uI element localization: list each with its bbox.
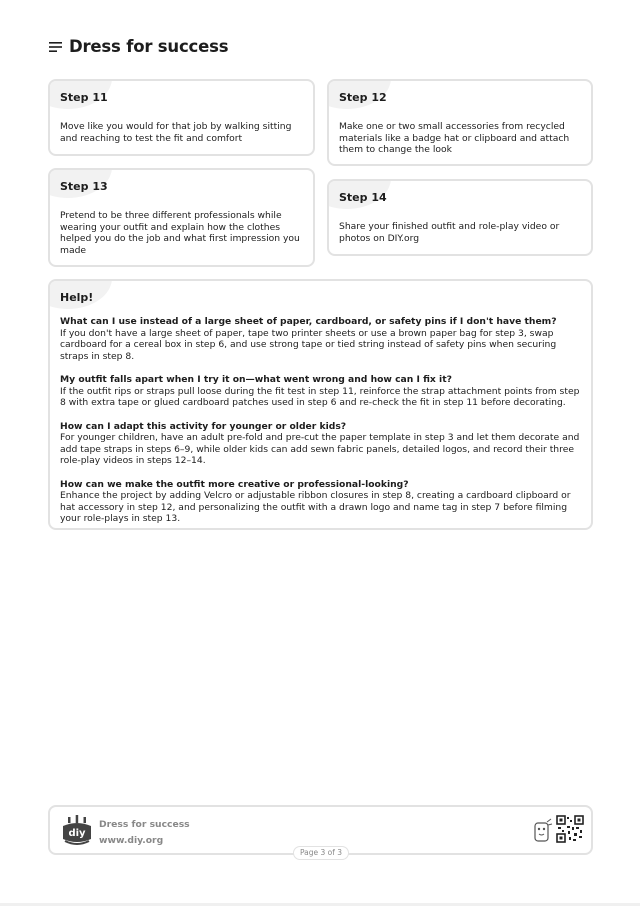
diy-logo-icon [60, 815, 94, 849]
help-answer: Enhance the project by adding Velcro or adjustable ribbon closures in step 8, creating a cardboard clipboard or hat accessory in step 12, and personalizing the outfit with a drawn logo and name tag in step 7 before filming your role-plays in step 13. [60, 490, 571, 524]
help-question: My outfit falls apart when I try it on—what went wrong and how can I fix it? [60, 374, 452, 385]
help-item [60, 374, 581, 409]
step-text: Share your finished outfit and role-play video or photos on DIY.org [339, 221, 560, 244]
help-question: How can I adapt this activity for younger or older kids? [60, 420, 347, 432]
help-item [60, 421, 581, 467]
step-card-13 [48, 168, 315, 267]
step-text: Pretend to be three different professionals while wearing your outfit and explain how the clothes helped you do the job and what first impression you made [60, 210, 300, 256]
step-title: Step 13 [60, 180, 108, 193]
help-card [48, 279, 593, 530]
mascot-icon [533, 817, 553, 845]
page-header [49, 37, 228, 56]
help-answer: If you don't have a large sheet of paper, tape two printer sheets or use a brown paper bag for step 3, swap cardboard for a cereal box in step 6, and use strong tape or tied string instead of safety pins when securing straps in step 8. [60, 327, 557, 362]
menu-icon [49, 42, 62, 52]
page-indicator: Page 3 of 3 [293, 846, 349, 860]
qr-code-icon[interactable] [556, 815, 584, 843]
step-card-11 [48, 79, 315, 156]
step-title: Step 14 [339, 191, 387, 204]
help-answer: For younger children, have an adult pre-fold and pre-cut the paper template in step 3 and let them decorate and add tape straps in steps 6–9, while older kids can add sewn fabric panels, detailed logos, and record their three role-play videos in steps 12–14. [60, 432, 580, 466]
help-question: How can we make the outfit more creative or professional-looking? [60, 478, 409, 490]
help-title: Help! [60, 291, 94, 304]
help-item [60, 316, 581, 362]
page-title: Dress for success [69, 37, 229, 56]
footer-activity-name: Dress for success [99, 819, 190, 830]
help-answer: If the outfit rips or straps pull loose during the fit test in step 11, reinforce the strap attachment points from step 8 with extra tape or glued cardboard patches used in step 6 and re-check the fit in step 11 before decorating. [60, 385, 580, 408]
step-card-12 [327, 79, 593, 166]
step-text: Make one or two small accessories from recycled materials like a badge hat or clipboard and attach them to change the look [339, 121, 570, 155]
help-item [60, 479, 581, 525]
step-title: Step 12 [339, 91, 387, 104]
help-question: What can I use instead of a large sheet of paper, cardboard, or safety pins if I don't have them? [60, 316, 557, 327]
footer-url[interactable]: www.diy.org [99, 835, 164, 846]
step-title: Step 11 [60, 91, 108, 104]
step-text: Move like you would for that job by walking sitting and reaching to test the fit and comfort [60, 121, 292, 144]
step-card-14 [327, 179, 593, 256]
svg-text:diy: diy [68, 828, 86, 839]
